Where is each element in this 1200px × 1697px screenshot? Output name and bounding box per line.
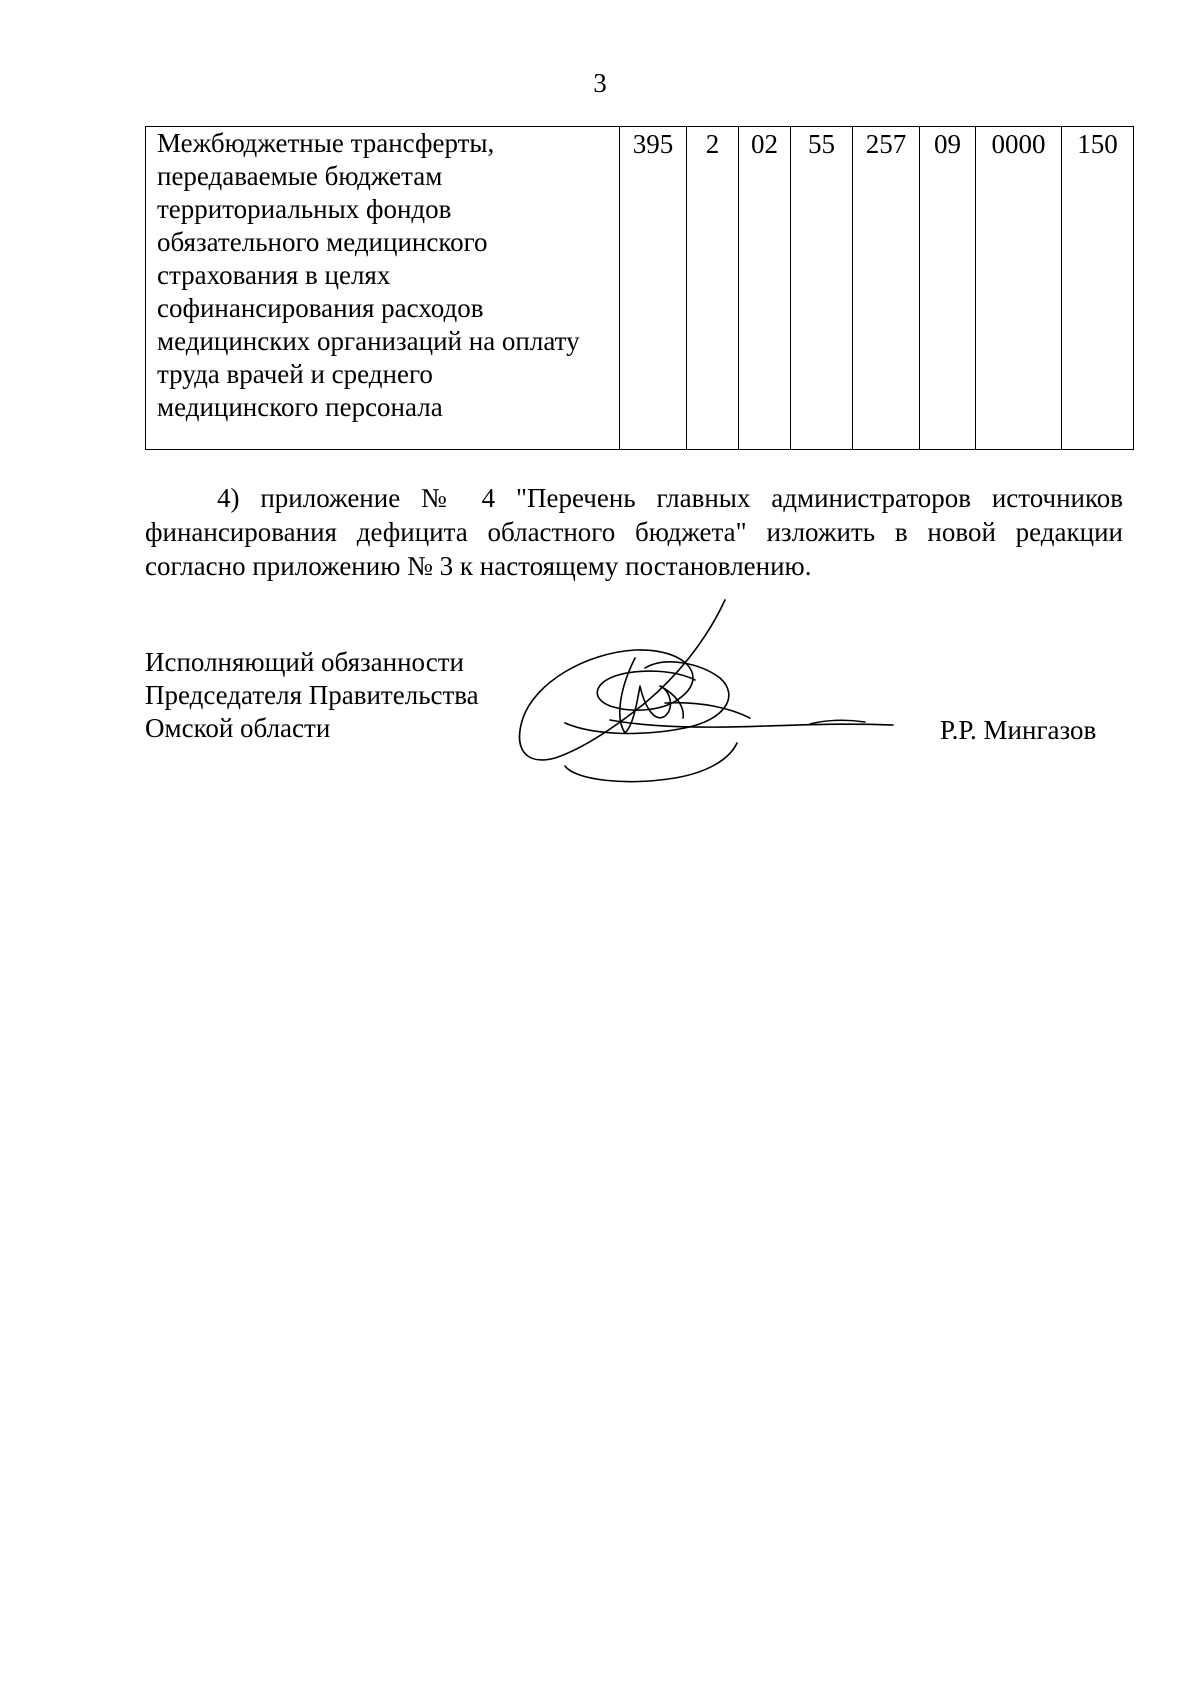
code-cell-5: 257: [853, 127, 920, 450]
page-number: 3: [593, 68, 607, 98]
handwritten-signature: [515, 598, 895, 788]
description-line: Межбюджетные трансферты,: [157, 128, 495, 158]
code-cell-3: 02: [739, 127, 791, 450]
signer-title-line: Исполняющий обязанности: [145, 647, 464, 677]
budget-table: [145, 126, 1134, 450]
description-line: софинансирования расходов: [157, 293, 484, 323]
description-line: территориальных фондов: [157, 194, 452, 224]
signer-title-line: Омской области: [145, 713, 331, 743]
signer-name: Р.Р. Мингазов: [940, 715, 1097, 745]
signer-title-line: Председателя Правительства: [145, 680, 479, 710]
description-line: медицинских организаций на оплату: [157, 326, 580, 356]
description-line: страхования в целях: [157, 260, 391, 290]
row-description: [146, 127, 620, 450]
signer-title: [145, 646, 479, 745]
description-line: труда врачей и среднего: [157, 359, 433, 389]
code-cell-1: 395: [620, 127, 687, 450]
table-row: [146, 127, 1134, 450]
description-line: передаваемые бюджетам: [157, 161, 443, 191]
description-line: обязательного медицинского: [157, 227, 488, 257]
code-cell-8: 150: [1062, 127, 1134, 450]
amendment-paragraph: 4) приложение № 4 "Перечень главных администраторов источников финансирования дефицита областного бюджета" изложить в новой редакции согласно приложению № 3 к настоящему постановлению.: [145, 483, 1123, 581]
code-cell-6: 09: [920, 127, 976, 450]
code-cell-7: 0000: [976, 127, 1062, 450]
code-cell-4: 55: [791, 127, 853, 450]
code-cell-2: 2: [687, 127, 739, 450]
description-line: медицинского персонала: [157, 392, 443, 422]
